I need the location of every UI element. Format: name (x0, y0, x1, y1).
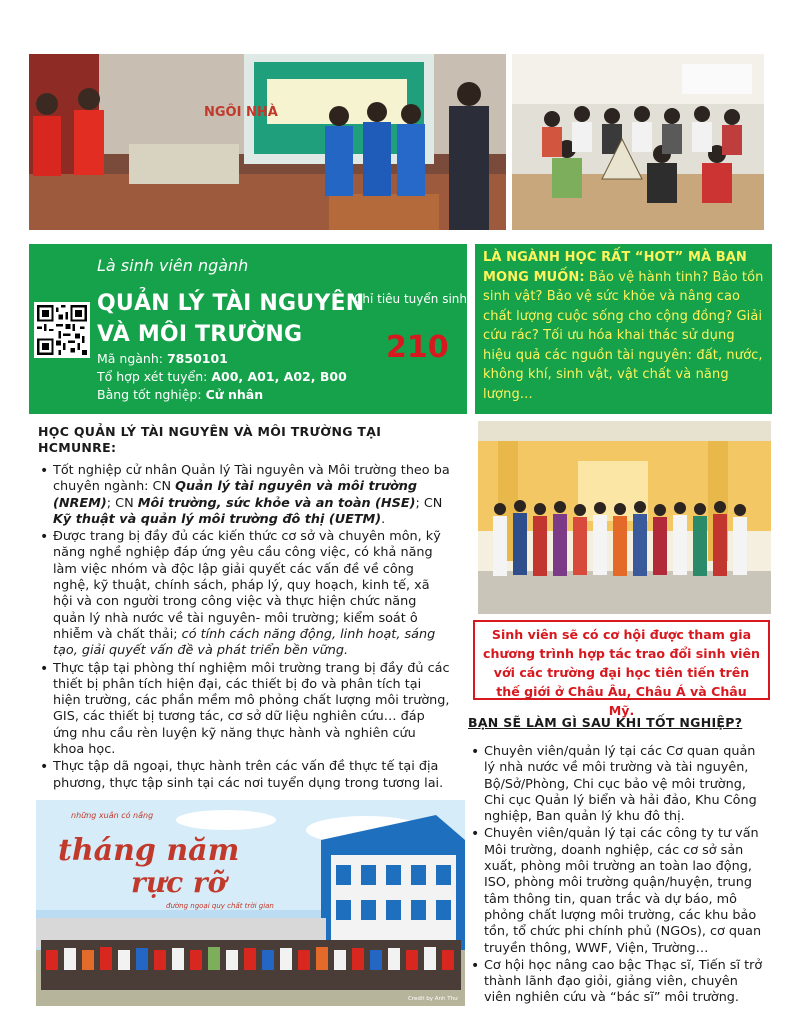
study-b2-italic: có tính cách năng động, linh hoạt, sáng tạo, giải quyết vấn đề và phát triển bền vững. (53, 626, 436, 659)
classroom-photo (512, 54, 764, 230)
program-combo: A00, A01, A02, B00 (211, 369, 347, 384)
hot-lead: LÀ NGÀNH HỌC RẤT “HOT” MÀ BẠN MONG MUỐN: (483, 250, 747, 285)
program-code-label: Mã ngành: (97, 351, 163, 366)
field-trip-photo (36, 800, 465, 1006)
program-combo-label: Tổ hợp xét tuyển: (97, 369, 208, 384)
list-item: • Cơ hội học nâng cao bậc Thạc sĩ, Tiến sĩ trở thành lãnh đạo giỏi, giảng viên, chuyên viên nghiên cứu và “bác sĩ” môi trường. (471, 958, 769, 1007)
list-item (40, 661, 450, 759)
program-code-row (97, 350, 347, 368)
study-b1-mid2: ; CN (415, 495, 443, 511)
program-title-line1: QUẢN LÝ TÀI NGUYÊN (97, 291, 365, 316)
career-list (471, 744, 769, 1007)
study-b1-pre: Tốt nghiệp cử nhân Quản lý Tài nguyên và Môi trường theo ba chuyên ngành: CN (53, 463, 450, 495)
event-photo (29, 54, 506, 230)
study-b2-pre: Được trang bị đầy đủ các kiến thức cơ sở và chuyên môn, kỹ năng nghề nghiệp đáp ứng yêu cầu công việc, có khả năng làm việc nhóm và độc lập giải quyết các vấn đề về công nghệ, kỹ thuật, chính sách, pháp lý, quy hoạch, kinh tế, xã hội và con người trong công việc và thực hiện chức năng quản lý nhà nước về tài nguyên- môi trường; kiểm soát ô nhiễm và chất thải; (53, 529, 441, 642)
quota-label: Chỉ tiêu tuyển sinh (354, 292, 467, 306)
list-item: • Chuyên viên/quản lý tại các Cơ quan quản lý nhà nước về môi trường và tài nguyên, Bộ/Sở/Phòng, Chi cục bảo vệ môi trường, Chi cục Quản lý biển và hải đảo, Khu Công nghiệp, Ban quản lý khu đô thị. (471, 744, 769, 825)
program-degree-label: Bằng tốt nghiệp: (97, 387, 202, 402)
program-title-line2: VÀ MÔI TRƯỜNG (97, 322, 303, 347)
photo-credit: Credit by Anh Thư (408, 996, 458, 1002)
program-combo-row (97, 368, 347, 386)
qr-code-icon[interactable] (34, 302, 90, 358)
quota-value: 210 (386, 330, 449, 365)
hot-body: Bảo vệ hành tinh? Bảo tồn sinh vật? Bảo vệ sức khỏe và nâng cao chất lượng cuộc sống cho cộng đồng? Giải cứu rác? Tối ưu hóa khai thác sử dụng hiệu quả các nguồn tài nguyên: đất, nước, không khí, sinh vật, vật chất và năng lượng… (483, 269, 764, 402)
banner-tag: NGÔI NHÀ (204, 105, 278, 120)
trip-small-2: đường ngoại quy chất trời gian (166, 902, 274, 910)
exchange-text: Sinh viên sẽ có cơ hội được tham gia chương trình hợp tác trao đổi sinh viên với các trường đại học tiên tiến trên thế giới ở Châu Âu, Châu Á và Châu Mỹ. (483, 627, 760, 718)
hot-text (483, 248, 766, 404)
program-meta (97, 350, 347, 404)
program-intro: Là sinh viên ngành (97, 256, 249, 275)
faculty-photo (478, 421, 771, 614)
trip-small-1: những xuân có nắng (71, 811, 154, 820)
trip-script-1: tháng năm (58, 833, 240, 868)
list-item: • Chuyên viên/quản lý tại các công ty tư vấn Môi trường, doanh nghiệp, các cơ sở sản xuất, phòng môi trường an toàn lao động, ISO, phòng môi trường quận/huyện, trung tâm thông tin, quan trắc và dự báo, mô phỏng chất lượng môi trường, các khu bảo tồn, tổ chức phi chính phủ (NGOs), cơ quan truyền thông, WWF, Viện, Trường… (471, 826, 769, 956)
list-item (40, 759, 450, 792)
list-item (40, 463, 450, 528)
exchange-box (473, 620, 770, 718)
study-spec-hse: Môi trường, sức khỏe và an toàn (HSE) (137, 495, 416, 511)
study-spec-uetm: Kỹ thuật và quản lý môi trường đô thị (UETM) (53, 511, 382, 527)
program-title (97, 288, 364, 350)
program-degree: Cử nhân (205, 387, 264, 402)
trip-script-2: rực rỡ (131, 866, 227, 899)
study-b4: Thực tập dã ngoại, thực hành trên các vấn đề thực tế tại địa phương, thực tập sinh tại các nơi tuyển dụng trong tương lai. (53, 759, 444, 791)
study-heading: HỌC QUẢN LÝ TÀI NGUYÊN VÀ MÔI TRƯỜNG TẠI HCMUNRE: (38, 424, 382, 455)
hot-box (475, 244, 772, 414)
study-b3: Thực tập tại phòng thí nghiệm môi trường trang bị đầy đủ các thiết bị phân tích hiện đại, các thiết bị đo và phân tích tại hiện trường, các phần mềm mô phỏng chất lượng môi trường, GIS, các thiết bị tương tác, cơ sở dữ liệu nghiên cứu… đáp ứng nhu cầu rèn luyện kỹ năng thực hành và nghiên cứu khoa học. (53, 660, 450, 758)
program-degree-row (97, 386, 347, 404)
study-b1-mid1: ; CN (106, 495, 138, 511)
program-code: 7850101 (166, 351, 228, 366)
study-spec-nrem: Quản lý tài nguyên và môi trường (NREM) (53, 479, 418, 511)
study-list (40, 463, 450, 792)
list-item (40, 529, 450, 659)
program-box (29, 244, 467, 414)
study-b1-end: . (381, 511, 386, 527)
career-heading: BẠN SẼ LÀM GÌ SAU KHI TỐT NGHIỆP? (468, 715, 743, 730)
